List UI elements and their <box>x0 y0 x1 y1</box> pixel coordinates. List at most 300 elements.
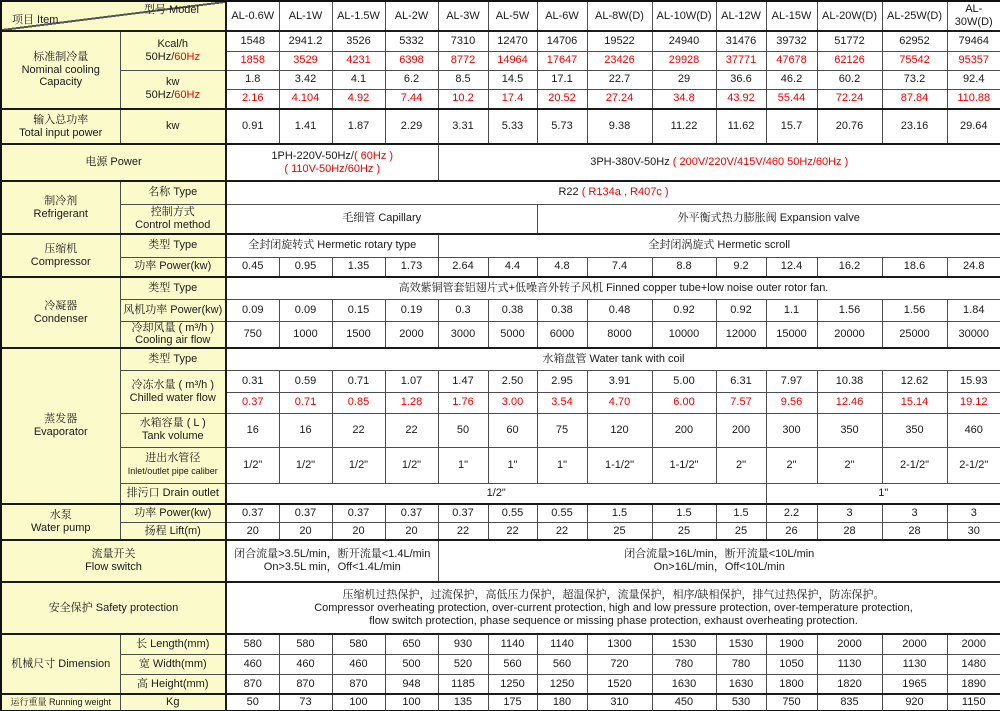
text-segment: flow switch protection, phase sequence or missing phase protection, exhaust overheating protection. <box>369 614 858 627</box>
text-line <box>228 212 536 225</box>
text-segment: ( R134a , R407c ) <box>578 186 669 199</box>
item-header-label: 项目 Item <box>12 14 59 27</box>
text-segment: Flow switch <box>85 561 142 574</box>
value-cell: 3.54 <box>537 392 587 413</box>
value-cell: 0.31 <box>226 370 279 392</box>
value-cell: 23.16 <box>882 109 947 144</box>
model-header-cell: AL-5W <box>488 1 537 31</box>
text-line <box>122 51 225 64</box>
value-cell: 0.3 <box>438 299 488 321</box>
value-cell: 1.41 <box>279 109 332 144</box>
text-line <box>3 127 119 140</box>
text-segment: Compressor overheating protection, over-current protection, high and low pressure protection, over-temperature protection, <box>314 601 913 614</box>
text-line <box>122 525 225 538</box>
value-cell: 1530 <box>716 634 766 654</box>
text-line <box>539 212 1000 225</box>
value-cell: 1.07 <box>385 370 438 392</box>
text-segment: On>16L/min，Off<10L/min <box>653 561 785 574</box>
value-cell: 79464 <box>947 31 1000 51</box>
value-cell: 24.8 <box>947 257 1000 277</box>
text-segment: 60Hz <box>174 50 200 63</box>
value-cell: 95357 <box>947 51 1000 70</box>
text-segment: 类型 Type <box>148 281 198 294</box>
text-line <box>228 282 999 295</box>
value-cell: 1185 <box>438 674 488 694</box>
value-cell: 75542 <box>882 51 947 70</box>
value-cell: 560 <box>537 654 587 674</box>
text-line <box>3 208 119 221</box>
value-cell: 0.85 <box>332 392 385 413</box>
value-cell: 73.2 <box>882 70 947 89</box>
model-header-label: 型号 Model <box>143 4 199 16</box>
value-cell: 19522 <box>587 31 652 51</box>
value-cell: 0.95 <box>279 257 332 277</box>
value-cell: 100 <box>385 694 438 711</box>
value-cell: 17.1 <box>537 70 587 89</box>
row-category-label <box>1 144 226 181</box>
value-cell: 16 <box>279 413 332 447</box>
text-line <box>122 392 225 405</box>
value-cell: 12.4 <box>766 257 817 277</box>
text-line <box>122 658 225 671</box>
text-segment: 毛细管 Capillary <box>342 212 422 225</box>
model-header-cell: AL-0.6W <box>226 1 279 31</box>
value-cell: 9.56 <box>766 392 817 413</box>
text-line <box>3 413 119 426</box>
text-segment: 水箱盘管 Water tank with coil <box>542 353 685 366</box>
value-cell: 1-1/2" <box>587 447 652 483</box>
value-cell: 30000 <box>947 321 1000 348</box>
text-line <box>122 465 225 478</box>
value-cell: 0.59 <box>279 370 332 392</box>
value-cell: 460 <box>279 654 332 674</box>
row-sub-label <box>120 234 226 257</box>
value-cell: 4.8 <box>537 257 587 277</box>
text-segment: 3PH-380V-50Hz <box>590 156 670 169</box>
value-cell: 20.76 <box>817 109 882 144</box>
value-cell: 5.73 <box>537 109 587 144</box>
merged-value-cell <box>226 277 1000 299</box>
text-line <box>122 260 225 273</box>
value-cell: 0.37 <box>332 504 385 522</box>
value-cell: 3526 <box>332 31 385 51</box>
value-cell: 29928 <box>652 51 716 70</box>
value-cell: 92.4 <box>947 70 1000 89</box>
text-line <box>122 38 225 51</box>
value-cell: 1630 <box>652 674 716 694</box>
text-segment: 风机功率 Power(kw) <box>123 303 223 316</box>
value-cell: 9.2 <box>716 257 766 277</box>
value-cell: 12.62 <box>882 370 947 392</box>
value-cell: 3.42 <box>279 70 332 89</box>
text-line <box>122 206 225 219</box>
value-cell: 948 <box>385 674 438 694</box>
text-segment: 控制方式 <box>150 205 195 218</box>
value-cell: 7.4 <box>587 257 652 277</box>
value-cell: 0.55 <box>537 504 587 522</box>
text-line <box>122 507 225 520</box>
text-line <box>3 51 119 64</box>
text-segment: 机械尺寸 Dimension <box>11 657 111 670</box>
value-cell: 580 <box>226 634 279 654</box>
row-sub-label <box>120 31 226 70</box>
row-category-label <box>1 181 120 234</box>
value-cell: 180 <box>537 694 587 711</box>
value-cell: 24940 <box>652 31 716 51</box>
text-segment: 50Hz/ <box>145 89 175 102</box>
value-cell: 47678 <box>766 51 817 70</box>
value-cell: 1.84 <box>947 299 1000 321</box>
text-line <box>3 195 119 208</box>
value-cell: 75 <box>537 413 587 447</box>
text-segment: Evaporator <box>33 426 88 439</box>
value-cell: 2.64 <box>438 257 488 277</box>
value-cell: 1965 <box>882 674 947 694</box>
value-cell: 15.93 <box>947 370 1000 392</box>
text-line <box>122 89 225 102</box>
value-cell: 0.92 <box>716 299 766 321</box>
text-line <box>122 379 225 392</box>
value-cell: 14.5 <box>488 70 537 89</box>
value-cell: 62952 <box>882 31 947 51</box>
value-cell: 4231 <box>332 51 385 70</box>
text-segment: 高 Height(mm) <box>136 677 209 690</box>
value-cell: 6.00 <box>652 392 716 413</box>
value-cell: 1250 <box>488 674 537 694</box>
value-cell: 870 <box>226 674 279 694</box>
text-segment: 1/2" <box>486 487 506 500</box>
value-cell: 12.46 <box>817 392 882 413</box>
value-cell: 1.87 <box>332 109 385 144</box>
value-cell: 20 <box>279 522 332 540</box>
value-cell: 1.35 <box>332 257 385 277</box>
value-cell: 31476 <box>716 31 766 51</box>
text-line <box>122 334 225 347</box>
text-line <box>3 114 119 127</box>
value-cell: 1050 <box>766 654 817 674</box>
text-segment: ( 60Hz ) <box>353 149 394 162</box>
value-cell: 25000 <box>882 321 947 348</box>
merged-value-cell <box>226 483 766 504</box>
value-cell: 2-1/2" <box>882 447 947 483</box>
value-cell: 55.44 <box>766 89 817 109</box>
value-cell: 15.7 <box>766 109 817 144</box>
value-cell: 0.37 <box>279 504 332 522</box>
value-cell: 350 <box>882 413 947 447</box>
text-segment: 类型 Type <box>148 353 198 366</box>
row-sub-label <box>120 348 226 370</box>
text-segment: Kg <box>166 696 180 709</box>
model-header-cell: AL-2W <box>385 1 438 31</box>
value-cell: 17647 <box>537 51 587 70</box>
value-cell: 22 <box>332 413 385 447</box>
text-segment: 压缩机 <box>44 242 78 255</box>
value-cell: 1" <box>438 447 488 483</box>
value-cell: 18.6 <box>882 257 947 277</box>
text-line <box>122 430 225 443</box>
corner-header-cell <box>1 1 226 31</box>
value-cell: 22 <box>438 522 488 540</box>
value-cell: 835 <box>817 694 882 711</box>
value-cell: 2" <box>766 447 817 483</box>
text-line <box>440 239 1000 252</box>
value-cell: 20.52 <box>537 89 587 109</box>
value-cell: 2.50 <box>488 370 537 392</box>
text-segment: 压缩机过热保护，过流保护，高低压力保护，超温保护，流量保护，相序/缺相保护，排气过热保护，防冻保护。 <box>342 588 885 601</box>
value-cell: 4.104 <box>279 89 332 109</box>
value-cell: 1/2" <box>226 447 279 483</box>
value-cell: 2941.2 <box>279 31 332 51</box>
value-cell: 8000 <box>587 321 652 348</box>
text-segment: Refrigerant <box>33 207 88 220</box>
value-cell: 1.5 <box>652 504 716 522</box>
model-header-cell: AL-6W <box>537 1 587 31</box>
value-cell: 26 <box>766 522 817 540</box>
text-segment: 长 Length(mm) <box>136 638 210 651</box>
text-line <box>3 256 119 269</box>
value-cell: 560 <box>488 654 537 674</box>
value-cell: 1900 <box>766 634 817 654</box>
value-cell: 1858 <box>226 51 279 70</box>
value-cell: 580 <box>279 634 332 654</box>
text-segment: 扬程 Lift(m) <box>144 524 201 537</box>
value-cell: 34.8 <box>652 89 716 109</box>
value-cell: 2" <box>716 447 766 483</box>
value-cell: 3.31 <box>438 109 488 144</box>
text-segment: 标准制冷量 <box>33 50 89 63</box>
text-line <box>122 186 225 199</box>
value-cell: 5332 <box>385 31 438 51</box>
value-cell: 29.64 <box>947 109 1000 144</box>
text-line <box>122 322 225 335</box>
value-cell: 300 <box>766 413 817 447</box>
model-header-cell: AL-12W <box>716 1 766 31</box>
row-category-label <box>1 694 120 711</box>
text-segment: 全封闭旋转式 Hermetic rotary type <box>248 239 417 252</box>
row-sub-label <box>120 321 226 348</box>
value-cell: 22.7 <box>587 70 652 89</box>
row-category-label <box>1 234 120 277</box>
value-cell: 7.57 <box>716 392 766 413</box>
row-category-label <box>1 348 120 504</box>
value-cell: 15000 <box>766 321 817 348</box>
row-category-label <box>1 277 120 348</box>
text-line <box>3 156 224 169</box>
row-sub-label <box>120 694 226 711</box>
text-segment: 输入总功率 <box>33 113 89 126</box>
merged-value-cell <box>226 234 438 257</box>
text-line <box>122 76 225 89</box>
text-line <box>228 561 437 574</box>
value-cell: 25 <box>587 522 652 540</box>
value-cell: 460 <box>947 413 1000 447</box>
value-cell: 60.2 <box>817 70 882 89</box>
merged-value-cell <box>766 483 1000 504</box>
text-segment: Inlet/outlet pipe caliber <box>127 466 218 477</box>
text-segment: 高效紫铜管套铝翅片式+低噪音外转子风机 Finned copper tube+low noise outer rotor fan. <box>398 281 829 294</box>
row-sub-label <box>120 654 226 674</box>
merged-value-cell <box>226 204 537 234</box>
text-line <box>3 243 119 256</box>
text-line <box>122 638 225 651</box>
value-cell: 2.29 <box>385 109 438 144</box>
value-cell: 5.33 <box>488 109 537 144</box>
value-cell: 28 <box>882 522 947 540</box>
row-sub-label <box>120 109 226 144</box>
value-cell: 100 <box>332 694 385 711</box>
text-segment: 宽 Width(mm) <box>138 657 207 670</box>
value-cell: 4.4 <box>488 257 537 277</box>
text-segment: 功率 Power(kw) <box>134 260 212 273</box>
text-line <box>228 163 437 176</box>
value-cell: 4.92 <box>332 89 385 109</box>
text-segment: 冷却风量 ( m³/h ) <box>131 321 214 334</box>
model-header-cell: AL-15W <box>766 1 817 31</box>
value-cell: 1.56 <box>817 299 882 321</box>
value-cell: 22 <box>488 522 537 540</box>
value-cell: 6.2 <box>385 70 438 89</box>
value-cell: 11.22 <box>652 109 716 144</box>
text-line <box>3 76 119 89</box>
value-cell: 20 <box>385 522 438 540</box>
value-cell: 1630 <box>716 674 766 694</box>
value-cell: 0.19 <box>385 299 438 321</box>
text-line <box>122 696 225 709</box>
row-sub-label <box>120 522 226 540</box>
merged-value-cell <box>226 582 1000 634</box>
text-segment: 1" <box>878 487 889 500</box>
text-segment: 闭合流量>16L/min，断开流量<10L/min <box>624 548 815 561</box>
text-segment: ( 200V/220V/415V/460 50Hz/60Hz ) <box>669 156 849 169</box>
text-segment: Nominal cooling <box>21 63 100 76</box>
text-line <box>768 487 1000 500</box>
value-cell: 2000 <box>947 634 1000 654</box>
value-cell: 1130 <box>882 654 947 674</box>
merged-value-cell <box>226 144 438 181</box>
text-line <box>3 561 224 574</box>
value-cell: 1-1/2" <box>652 447 716 483</box>
value-cell: 0.37 <box>226 392 279 413</box>
text-line <box>122 304 225 317</box>
text-segment: Water pump <box>30 522 91 535</box>
text-line <box>122 282 225 295</box>
value-cell: 120 <box>587 413 652 447</box>
value-cell: 0.37 <box>385 504 438 522</box>
text-line <box>228 589 999 602</box>
text-segment: 蒸发器 <box>44 413 78 426</box>
value-cell: 0.38 <box>537 299 587 321</box>
value-cell: 1500 <box>332 321 385 348</box>
merged-value-cell <box>537 204 1000 234</box>
row-sub-label <box>120 504 226 522</box>
row-category-label <box>1 582 226 634</box>
value-cell: 1130 <box>817 654 882 674</box>
value-cell: 22 <box>537 522 587 540</box>
value-cell: 930 <box>438 634 488 654</box>
value-cell: 36.6 <box>716 70 766 89</box>
row-category-label <box>1 109 120 144</box>
text-line <box>3 658 119 671</box>
value-cell: 28 <box>817 522 882 540</box>
value-cell: 780 <box>716 654 766 674</box>
value-cell: 580 <box>332 634 385 654</box>
value-cell: 175 <box>488 694 537 711</box>
text-segment: 全封闭涡旋式 Hermetic scroll <box>648 239 791 252</box>
value-cell: 4.1 <box>332 70 385 89</box>
text-line <box>440 156 1000 169</box>
text-segment: Control method <box>135 218 211 231</box>
text-segment: Compressor <box>30 255 91 268</box>
text-segment: 50Hz/ <box>145 50 175 63</box>
value-cell: 1530 <box>652 634 716 654</box>
value-cell: 1890 <box>947 674 1000 694</box>
value-cell: 1/2" <box>332 447 385 483</box>
value-cell: 310 <box>587 694 652 711</box>
value-cell: 1140 <box>488 634 537 654</box>
value-cell: 0.91 <box>226 109 279 144</box>
row-sub-label <box>120 257 226 277</box>
value-cell: 500 <box>385 654 438 674</box>
text-line <box>228 615 999 628</box>
text-segment: 水泵 <box>49 509 72 522</box>
value-cell: 1.1 <box>766 299 817 321</box>
value-cell: 1/2" <box>279 447 332 483</box>
value-cell: 20 <box>332 522 385 540</box>
value-cell: 1/2" <box>385 447 438 483</box>
value-cell: 25 <box>716 522 766 540</box>
value-cell: 50 <box>226 694 279 711</box>
row-sub-label <box>120 483 226 504</box>
value-cell: 0.71 <box>332 370 385 392</box>
text-segment: 电源 Power <box>85 156 142 169</box>
text-segment: Total input power <box>19 126 103 139</box>
value-cell: 2.16 <box>226 89 279 109</box>
text-line <box>228 353 999 366</box>
text-line <box>228 239 437 252</box>
value-cell: 0.37 <box>438 504 488 522</box>
row-sub-label <box>120 674 226 694</box>
value-cell: 750 <box>226 321 279 348</box>
value-cell: 870 <box>332 674 385 694</box>
text-line <box>122 487 225 500</box>
value-cell: 1.73 <box>385 257 438 277</box>
text-segment: 名称 Type <box>148 186 198 199</box>
value-cell: 1520 <box>587 674 652 694</box>
value-cell: 3 <box>947 504 1000 522</box>
text-segment: 60Hz <box>174 89 200 102</box>
text-segment: R22 <box>558 186 579 199</box>
text-line <box>3 602 224 615</box>
value-cell: 1.47 <box>438 370 488 392</box>
text-segment: On>3.5L min，Off<1.4L/min <box>263 561 401 574</box>
text-line <box>228 487 765 500</box>
text-segment: 安全保护 Safety protection <box>48 601 179 614</box>
value-cell: 50 <box>438 413 488 447</box>
row-sub-label <box>120 70 226 109</box>
value-cell: 3 <box>882 504 947 522</box>
value-cell: 110.88 <box>947 89 1000 109</box>
model-header-cell: AL-1.5W <box>332 1 385 31</box>
row-sub-label <box>120 277 226 299</box>
value-cell: 1.28 <box>385 392 438 413</box>
value-cell: 780 <box>652 654 716 674</box>
value-cell: 2.2 <box>766 504 817 522</box>
value-cell: 3529 <box>279 51 332 70</box>
value-cell: 11.62 <box>716 109 766 144</box>
row-sub-label <box>120 299 226 321</box>
text-segment: 排污口 Drain outlet <box>126 487 219 500</box>
value-cell: 2000 <box>882 634 947 654</box>
